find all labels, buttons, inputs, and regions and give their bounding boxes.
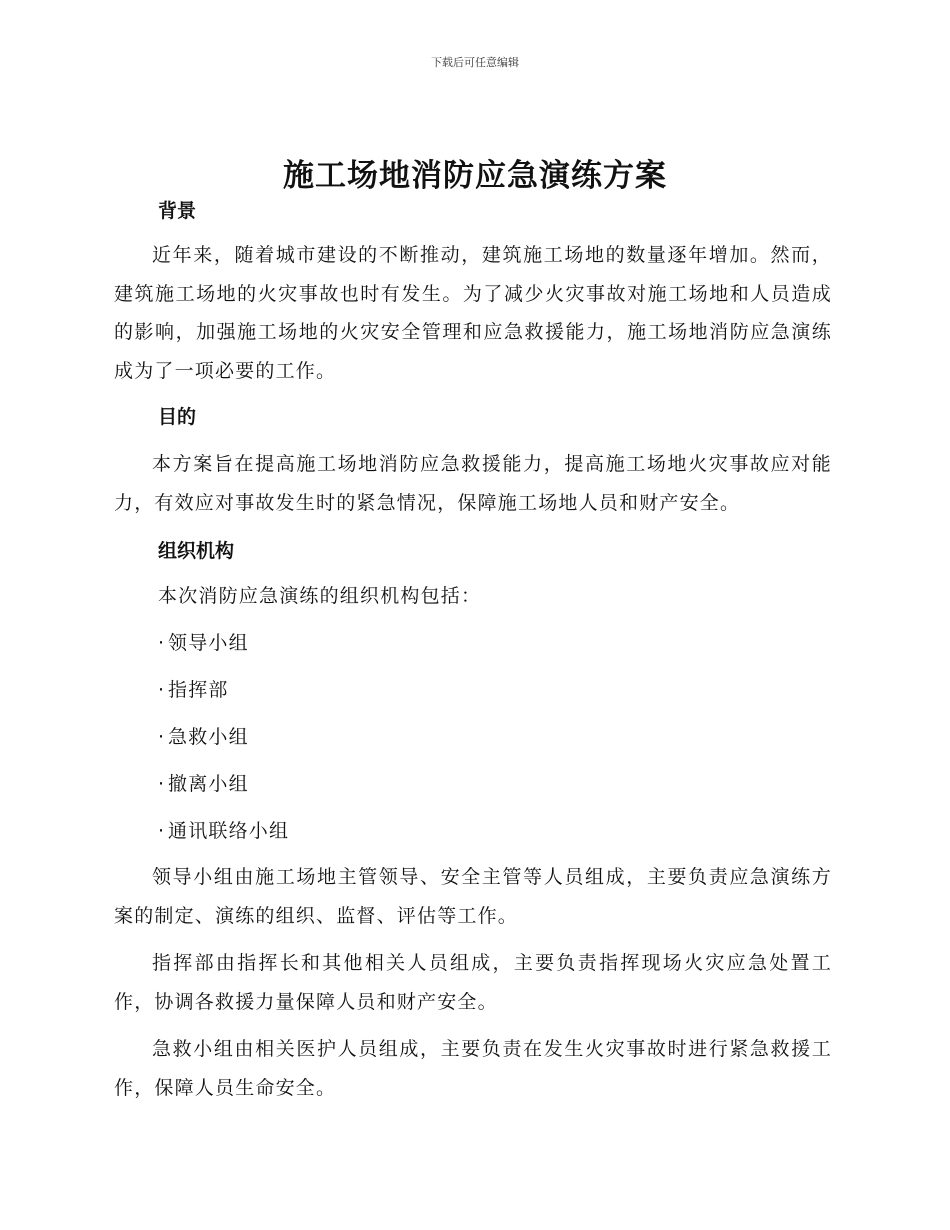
- bullet-mark: ·: [158, 679, 166, 701]
- bullet-mark: ·: [158, 726, 166, 748]
- list-item-label: 领导小组: [168, 632, 249, 654]
- list-item: [158, 628, 832, 658]
- header-note: 下载后可任意编辑: [431, 56, 519, 69]
- bullet-mark: ·: [158, 773, 166, 795]
- organization-intro: 本次消防应急演练的组织机构包括：: [158, 585, 482, 607]
- list-item-label: 撤离小组: [168, 773, 249, 795]
- list-item-label: 通讯联络小组: [168, 820, 290, 842]
- section-heading-purpose: 目的: [158, 406, 197, 428]
- list-item: [158, 769, 832, 799]
- document-body: [114, 196, 832, 1107]
- section-heading-background: 背景: [158, 200, 197, 222]
- paragraph-first-aid-group: 急救小组由相关医护人员组成，主要负责在发生火灾事故时进行紧急救援工作，保障人员生命安全。: [114, 1038, 832, 1099]
- paragraph-command-center: 指挥部由指挥长和其他相关人员组成，主要负责指挥现场火灾应急处置工作，协调各救援力量保障人员和财产安全。: [114, 952, 832, 1013]
- list-item-label: 急救小组: [168, 726, 249, 748]
- list-item-label: 指挥部: [168, 679, 229, 701]
- list-item: [158, 816, 832, 846]
- bullet-mark: ·: [158, 820, 166, 842]
- section-heading-organization: 组织机构: [158, 540, 235, 562]
- paragraph-leadership-group: 领导小组由施工场地主管领导、安全主管等人员组成，主要负责应急演练方案的制定、演练的组织、监督、评估等工作。: [114, 866, 832, 927]
- document-title: 施工场地消防应急演练方案: [283, 158, 667, 194]
- list-item: [158, 675, 832, 705]
- paragraph-purpose: 本方案旨在提高施工场地消防应急救援能力，提高施工场地火灾事故应对能力，有效应对事故发生时的紧急情况，保障施工场地人员和财产安全。: [114, 453, 832, 514]
- paragraph-background: 近年来，随着城市建设的不断推动，建筑施工场地的数量逐年增加。然而，建筑施工场地的火灾事故也时有发生。为了减少火灾事故对施工场地和人员造成的影响，加强施工场地的火灾安全管理和应急救援能力，施工场地消防应急演练成为了一项必要的工作。: [114, 244, 832, 382]
- bullet-mark: ·: [158, 632, 166, 654]
- list-item: [158, 722, 832, 752]
